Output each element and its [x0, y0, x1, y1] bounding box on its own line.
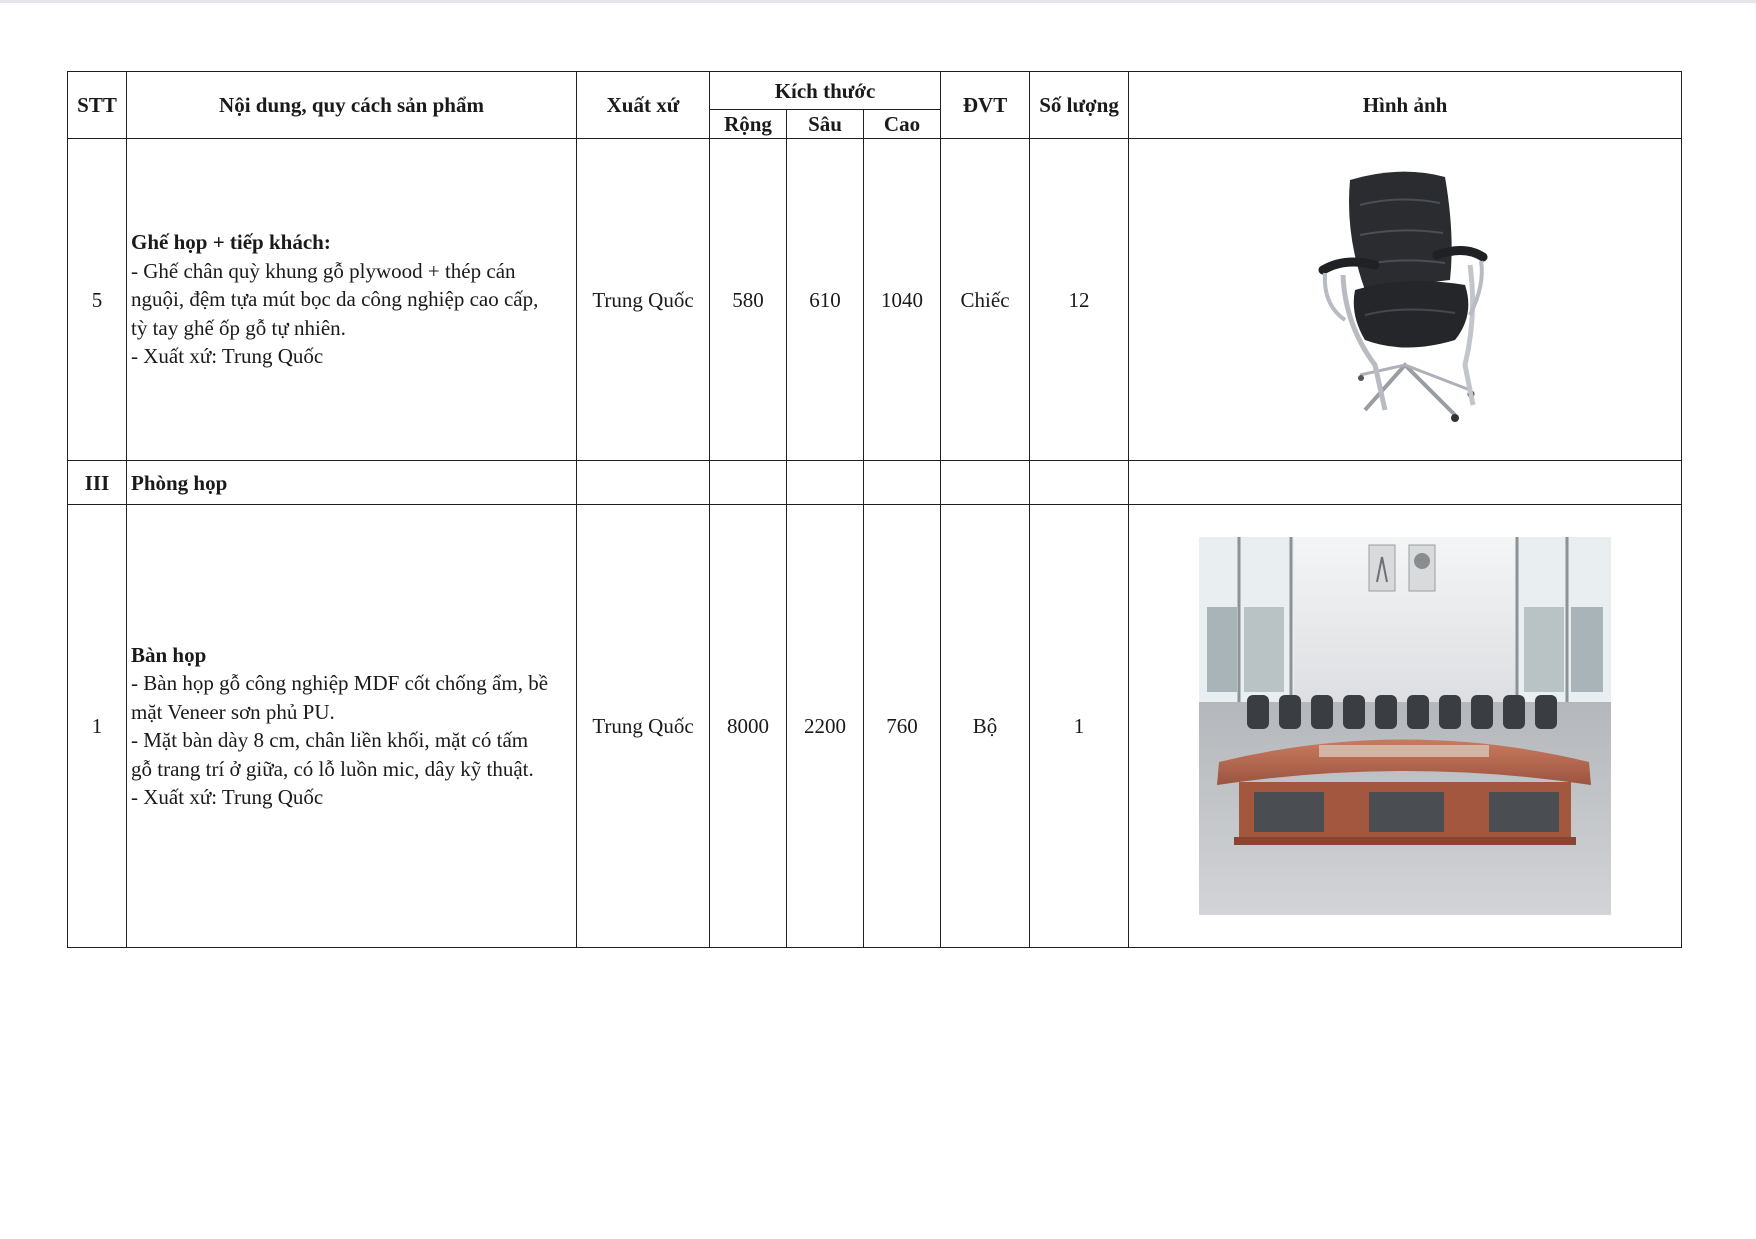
header-size: Kích thước	[710, 72, 941, 110]
row-line: gỗ trang trí ở giữa, có lỗ luồn mic, dây kỹ thuật.	[131, 756, 534, 781]
header-row-1	[68, 72, 1682, 110]
empty-cell	[710, 461, 787, 505]
section-stt: III	[68, 461, 127, 505]
header-depth: Sâu	[787, 110, 864, 139]
row-depth: 610	[787, 139, 864, 461]
row-height: 1040	[864, 139, 941, 461]
row-width: 580	[710, 139, 787, 461]
row-unit: Bộ	[941, 505, 1030, 948]
row-stt: 1	[68, 505, 127, 948]
row-description	[127, 139, 577, 461]
row-quantity: 1	[1030, 505, 1129, 948]
header-quantity: Số lượng	[1030, 72, 1129, 139]
header-stt: STT	[68, 72, 127, 139]
header-height: Cao	[864, 110, 941, 139]
header-content: Nội dung, quy cách sản phẩm	[127, 72, 577, 139]
table-row	[68, 139, 1682, 461]
table-row	[68, 505, 1682, 948]
empty-cell	[577, 461, 710, 505]
product-table	[67, 71, 1682, 948]
header-unit: ĐVT	[941, 72, 1030, 139]
row-line: nguội, đệm tựa mút bọc da công nghiệp cao cấp,	[131, 287, 539, 312]
empty-cell	[1030, 461, 1129, 505]
row-height: 760	[864, 505, 941, 948]
row-line: - Ghế chân quỳ khung gỗ plywood + thép cán	[131, 258, 516, 283]
empty-cell	[941, 461, 1030, 505]
row-depth: 2200	[787, 505, 864, 948]
header-width: Rộng	[710, 110, 787, 139]
row-stt: 5	[68, 139, 127, 461]
row-title: Ghế họp + tiếp khách:	[131, 230, 331, 255]
row-description	[127, 505, 577, 948]
row-line: - Mặt bàn dày 8 cm, chân liền khối, mặt có tấm	[131, 728, 529, 752]
row-unit: Chiếc	[941, 139, 1030, 461]
row-line: tỳ tay ghế ốp gỗ tự nhiên.	[131, 315, 346, 340]
header-origin: Xuất xứ	[577, 72, 710, 139]
scan-edge	[0, 0, 1756, 3]
section-row	[68, 461, 1682, 505]
row-line: - Bàn họp gỗ công nghiệp MDF cốt chống ẩm, bề	[131, 671, 549, 695]
empty-cell	[864, 461, 941, 505]
empty-cell	[1129, 461, 1682, 505]
office-chair-icon	[1305, 165, 1505, 435]
conference-room-icon	[1199, 537, 1611, 915]
section-title: Phòng họp	[127, 461, 577, 505]
row-line: mặt Veneer sơn phủ PU.	[131, 699, 335, 724]
row-line: - Xuất xứ: Trung Quốc	[131, 344, 324, 369]
empty-cell	[787, 461, 864, 505]
row-quantity: 12	[1030, 139, 1129, 461]
row-origin: Trung Quốc	[577, 139, 710, 461]
row-origin: Trung Quốc	[577, 505, 710, 948]
row-width: 8000	[710, 505, 787, 948]
header-image: Hình ảnh	[1129, 72, 1682, 139]
row-image	[1129, 139, 1682, 461]
row-image	[1129, 505, 1682, 948]
row-title: Bàn họp	[131, 642, 207, 667]
row-line: - Xuất xứ: Trung Quốc	[131, 785, 324, 809]
